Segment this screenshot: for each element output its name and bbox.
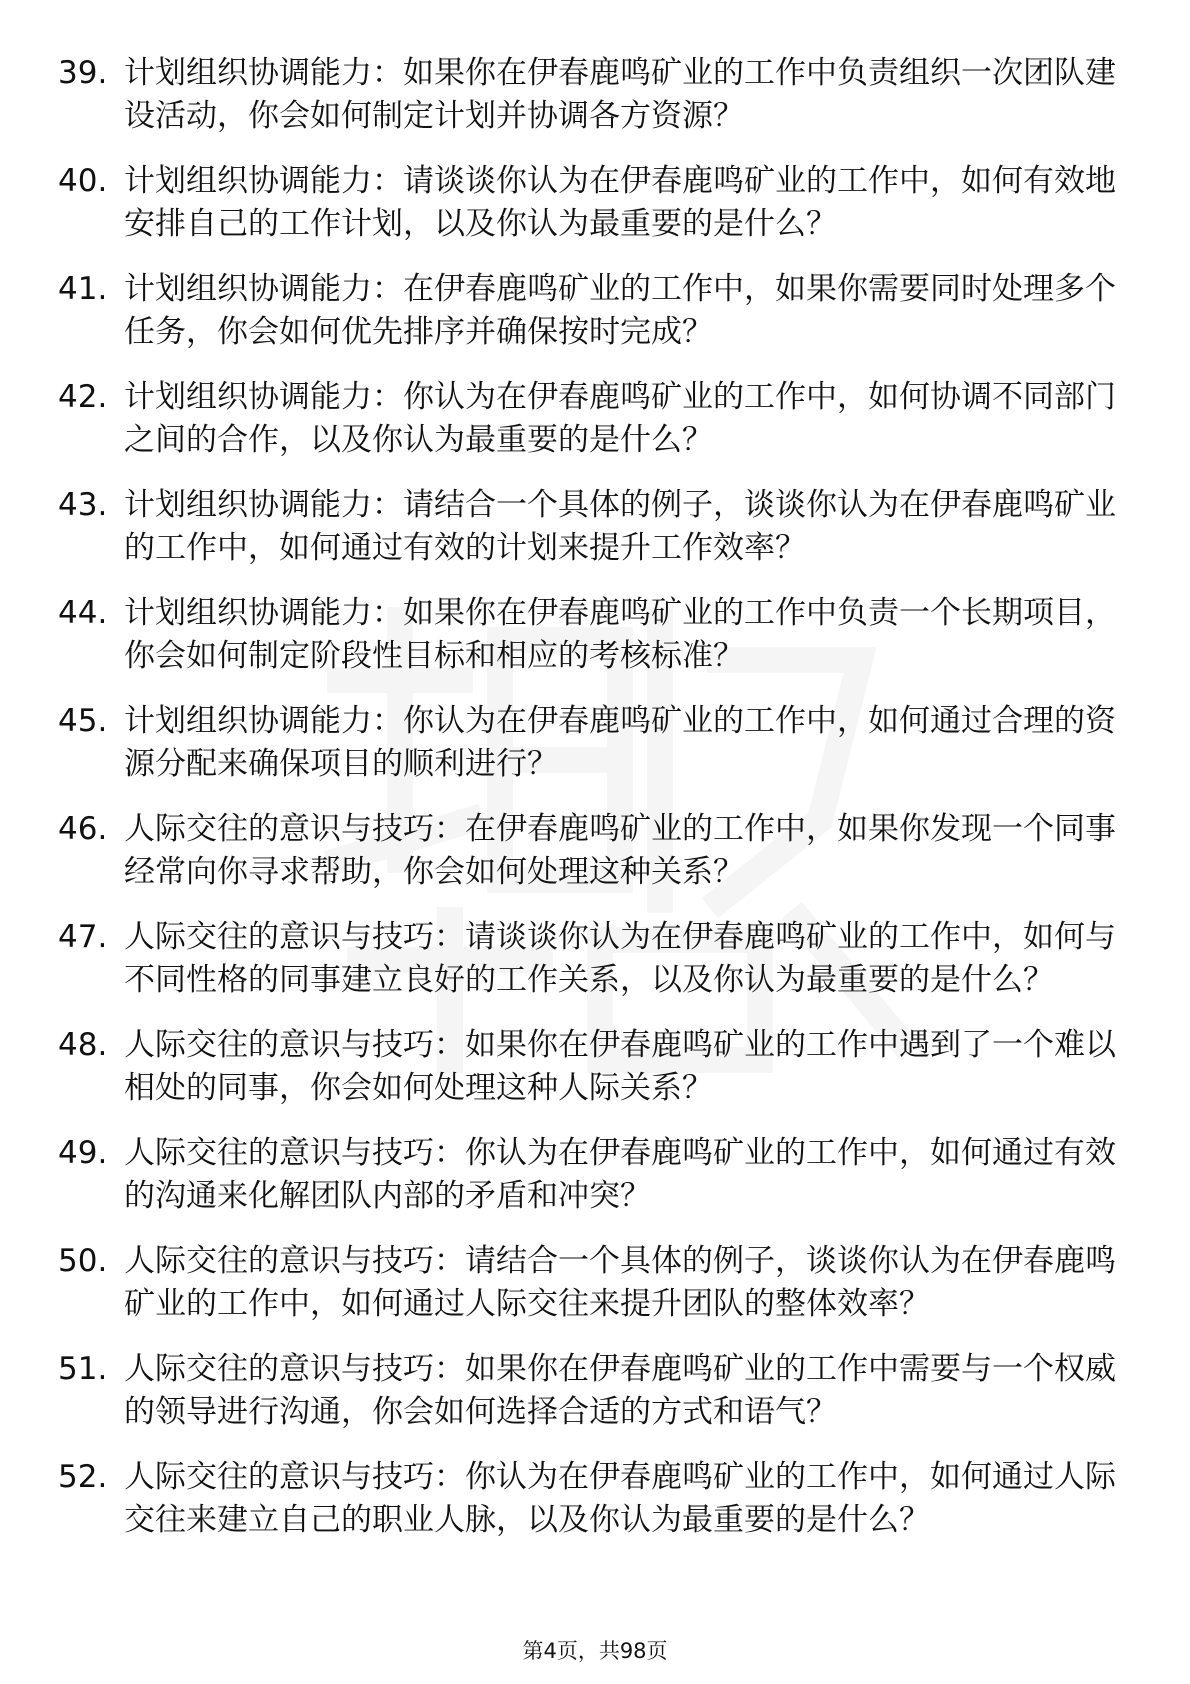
list-item <box>58 52 1118 138</box>
question-number: 39. <box>58 55 108 91</box>
list-item <box>58 268 1118 354</box>
question-number: 41. <box>58 271 108 307</box>
question-text: 计划组织协调能力：如果你在伊春鹿鸣矿业的工作中负责组织一次团队建设活动，你会如何制定计划并协调各方资源？ <box>124 55 1116 134</box>
list-item <box>58 916 1118 1002</box>
list-item <box>58 1024 1118 1110</box>
list-item <box>58 1348 1118 1434</box>
question-text: 人际交往的意识与技巧：你认为在伊春鹿鸣矿业的工作中，如何通过人际交往来建立自己的职业人脉，以及你认为最重要的是什么？ <box>124 1459 1116 1538</box>
question-text: 计划组织协调能力：请谈谈你认为在伊春鹿鸣矿业的工作中，如何有效地安排自己的工作计划，以及你认为最重要的是什么？ <box>124 163 1116 242</box>
question-number: 47. <box>58 919 108 955</box>
question-number: 48. <box>58 1027 108 1063</box>
question-text: 计划组织协调能力：请结合一个具体的例子，谈谈你认为在伊春鹿鸣矿业的工作中，如何通过有效的计划来提升工作效率？ <box>124 487 1116 566</box>
list-item <box>58 1240 1118 1326</box>
question-number: 49. <box>58 1135 108 1171</box>
question-number: 40. <box>58 163 108 199</box>
question-number: 43. <box>58 487 108 523</box>
question-number: 51. <box>58 1351 108 1387</box>
question-text: 计划组织协调能力：你认为在伊春鹿鸣矿业的工作中，如何协调不同部门之间的合作，以及你认为最重要的是什么？ <box>124 379 1116 458</box>
list-item <box>58 484 1118 570</box>
question-text: 人际交往的意识与技巧：如果你在伊春鹿鸣矿业的工作中需要与一个权威的领导进行沟通，你会如何选择合适的方式和语气？ <box>124 1351 1116 1430</box>
page-number-footer: 第4页，共98页 <box>522 1639 668 1663</box>
question-text: 计划组织协调能力：在伊春鹿鸣矿业的工作中，如果你需要同时处理多个任务，你会如何优先排序并确保按时完成？ <box>124 271 1116 350</box>
question-text: 人际交往的意识与技巧：如果你在伊春鹿鸣矿业的工作中遇到了一个难以相处的同事，你会如何处理这种人际关系？ <box>124 1027 1116 1106</box>
question-text: 计划组织协调能力：你认为在伊春鹿鸣矿业的工作中，如何通过合理的资源分配来确保项目的顺利进行？ <box>124 703 1116 782</box>
question-number: 46. <box>58 811 108 847</box>
list-item <box>58 1132 1118 1218</box>
question-number: 44. <box>58 595 108 631</box>
list-item <box>58 808 1118 894</box>
question-text: 计划组织协调能力：如果你在伊春鹿鸣矿业的工作中负责一个长期项目，你会如何制定阶段性目标和相应的考核标准？ <box>124 595 1116 674</box>
question-list <box>58 52 1118 1564</box>
list-item <box>58 700 1118 786</box>
question-number: 45. <box>58 703 108 739</box>
list-item <box>58 592 1118 678</box>
question-number: 42. <box>58 379 108 415</box>
question-text: 人际交往的意识与技巧：请结合一个具体的例子，谈谈你认为在伊春鹿鸣矿业的工作中，如何通过人际交往来提升团队的整体效率？ <box>124 1243 1116 1322</box>
question-number: 50. <box>58 1243 108 1279</box>
question-text: 人际交往的意识与技巧：请谈谈你认为在伊春鹿鸣矿业的工作中，如何与不同性格的同事建立良好的工作关系，以及你认为最重要的是什么？ <box>124 919 1116 998</box>
list-item <box>58 160 1118 246</box>
list-item <box>58 376 1118 462</box>
list-item <box>58 1456 1118 1542</box>
question-text: 人际交往的意识与技巧：你认为在伊春鹿鸣矿业的工作中，如何通过有效的沟通来化解团队内部的矛盾和冲突？ <box>124 1135 1116 1214</box>
question-number: 52. <box>58 1459 108 1495</box>
question-text: 人际交往的意识与技巧：在伊春鹿鸣矿业的工作中，如果你发现一个同事经常向你寻求帮助，你会如何处理这种关系？ <box>124 811 1116 890</box>
